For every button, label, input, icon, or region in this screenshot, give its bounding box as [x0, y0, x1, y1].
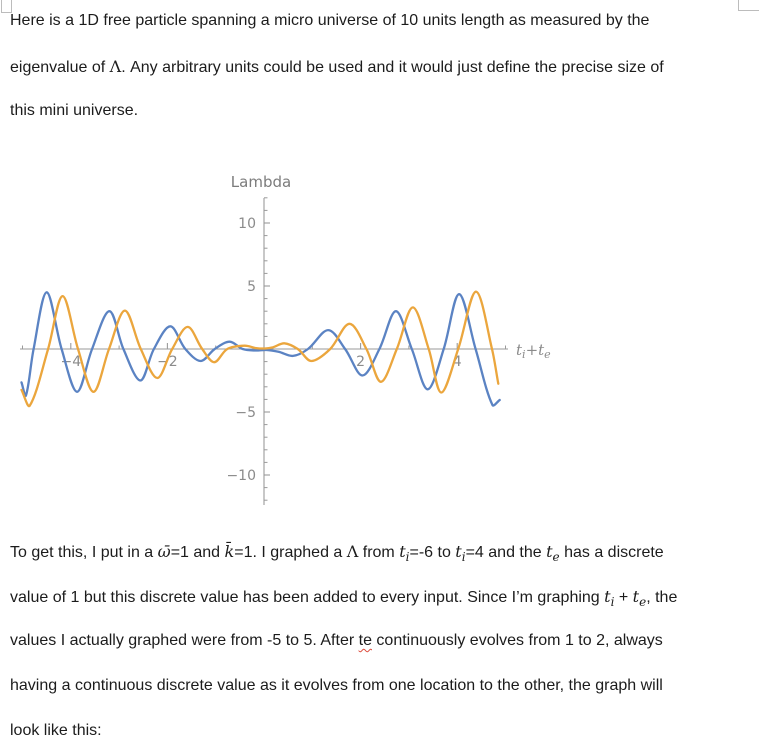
- text-segment: t: [399, 542, 406, 561]
- y-tick-label: 10: [238, 216, 256, 232]
- text-line-0-2: [10, 102, 138, 120]
- text-segment: look like this:: [10, 722, 102, 739]
- text-line-0-1: [10, 57, 664, 77]
- y-tick-label: −5: [235, 405, 256, 421]
- text-line-1-2: [10, 632, 663, 650]
- text-segment: Here is a 1D free particle spanning a micro universe of 10 units length as measured by the: [10, 12, 650, 29]
- text-segment: ω̄: [157, 542, 171, 561]
- text-segment: having a continuous discrete value as it evolves from one location to the other, the graph will: [10, 677, 663, 694]
- text-segment: from: [358, 544, 400, 561]
- page-corner-mark-right: [738, 0, 759, 11]
- spellcheck-flagged-word: te: [358, 632, 372, 649]
- text-segment: =1. I graphed a: [234, 544, 347, 561]
- y-tick-label: −10: [226, 468, 256, 484]
- text-line-1-0: [10, 542, 664, 562]
- text-segment: i: [461, 550, 466, 564]
- text-segment: e: [552, 550, 560, 564]
- text-segment: e: [639, 595, 647, 609]
- text-segment: t: [455, 542, 462, 561]
- x-tick-label: −2: [157, 354, 178, 370]
- text-segment: To get this, I put in a: [10, 544, 158, 561]
- text-line-1-4: [10, 722, 102, 740]
- x-axis-label: $t_i+t_e$: [516, 341, 551, 361]
- text-segment: t: [632, 587, 640, 606]
- text-segment: =1 and: [170, 544, 225, 561]
- text-segment: values I actually graphed were from -5 to 5. After: [10, 632, 359, 649]
- text-segment: k̄: [224, 542, 235, 561]
- text-segment: =4 and the: [465, 544, 547, 561]
- text-segment: i: [610, 595, 615, 609]
- wavefunction-plot: [0, 165, 620, 520]
- text-segment: i: [405, 550, 410, 564]
- text-segment: =-6 to: [409, 544, 456, 561]
- text-segment: . Any arbitrary units could be used and it would just define the precise size of: [121, 59, 664, 76]
- text-segment: , the: [646, 589, 678, 606]
- x-tick-label: −4: [60, 354, 82, 370]
- text-line-0-0: [10, 12, 649, 30]
- text-segment: eigenvalue of: [10, 59, 110, 76]
- text-line-1-1: [10, 587, 677, 607]
- text-segment: has a discrete: [559, 544, 664, 561]
- text-segment: Λ: [109, 57, 122, 76]
- text-segment: continuously evolves from 1 to 2, always: [371, 632, 663, 649]
- y-tick-label: 5: [247, 279, 256, 295]
- text-line-1-3: [10, 677, 663, 695]
- text-segment: t: [604, 587, 611, 606]
- x-tick-label: 4: [452, 354, 462, 370]
- text-segment: this mini universe.: [10, 102, 139, 119]
- plot-title: Lambda: [230, 173, 292, 191]
- text-segment: value of 1 but this discrete value has been added to every input. Since I’m graphing: [10, 589, 605, 606]
- text-segment: +: [614, 589, 633, 606]
- text-segment: Λ: [346, 542, 359, 561]
- text-segment: t: [546, 542, 553, 561]
- x-tick-label: 2: [356, 354, 366, 370]
